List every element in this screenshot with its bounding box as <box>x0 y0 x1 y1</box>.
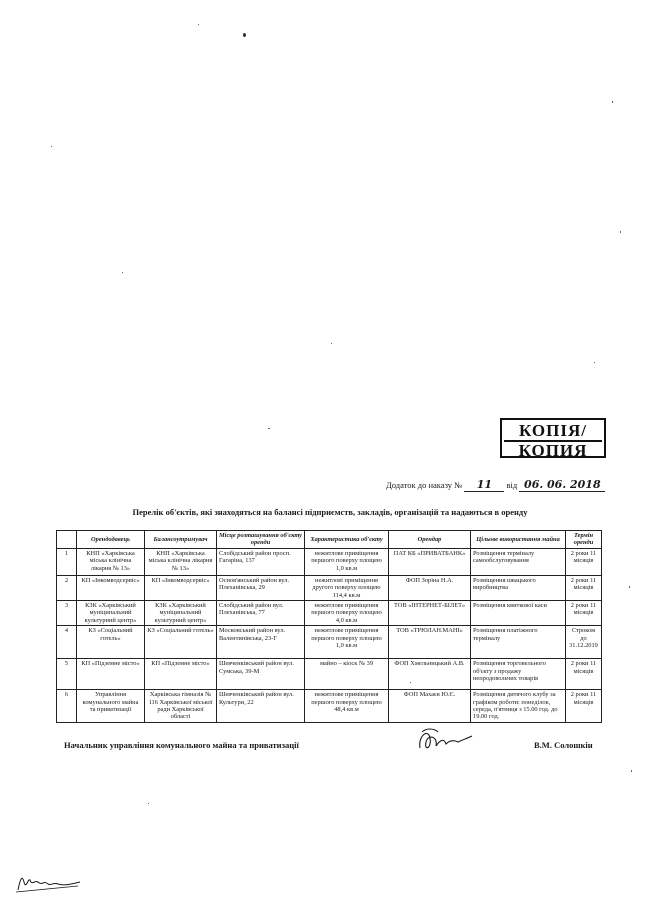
table-row <box>57 690 602 723</box>
table-cell: Слобідський район вул. Плеханівська, 77 <box>217 601 305 626</box>
table-cell: ФОП Хмельницький А.В. <box>389 659 471 690</box>
table-cell: КП «Інкомводсервіс» <box>77 575 145 600</box>
signatory-title: Начальник управління комунального майна та приватизації <box>64 740 299 750</box>
table-header-row <box>57 531 602 549</box>
scan-speck <box>51 146 52 147</box>
date-prefix: від <box>506 480 518 490</box>
table-row <box>57 626 602 659</box>
table-cell: нежитлове приміщення першого поверху площею 4,0 кв.м <box>305 601 389 626</box>
stamp-line-1: КОПІЯ/ <box>519 421 587 440</box>
table-cell: Слобідський район просп. Гагаріна, 137 <box>217 548 305 575</box>
scan-speck <box>268 428 270 429</box>
table-cell: КНП «Харківська міська клінічна лікарня № 13» <box>77 548 145 575</box>
table-row <box>57 575 602 600</box>
order-date: 06. 06. 2018 <box>519 478 605 492</box>
header-cell: Балансоутримувач <box>145 531 217 549</box>
scan-speck <box>331 343 332 344</box>
table-cell: КЗК «Харківський муніципальний культурний центр» <box>145 601 217 626</box>
header-cell: Характеристика об'єкту <box>305 531 389 549</box>
header-cell <box>57 531 77 549</box>
table-cell: КНП «Харківська міська клінічна лікарня № 13» <box>145 548 217 575</box>
scan-speck <box>620 231 621 233</box>
table-cell: нежитлове приміщення першого поверху площею 1,0 кв.м <box>305 626 389 659</box>
header-cell: Місце розташування об'єкту оренди <box>217 531 305 549</box>
addendum-reference <box>386 478 606 494</box>
table-row <box>57 659 602 690</box>
order-number: 11 <box>464 478 504 492</box>
table-cell: Шевченківський район вул. Сумська, 39-М <box>217 659 305 690</box>
scan-speck <box>594 362 595 363</box>
table-cell: КЗ «Соціальний готель» <box>145 626 217 659</box>
table-cell: Харківська гімназія № 116 Харківської міської ради Харківської області <box>145 690 217 723</box>
table-cell: ТОВ «ТРЮЛАН.МАНІ» <box>389 626 471 659</box>
table-cell: Розміщення квиткової каси <box>471 601 566 626</box>
addendum-prefix: Додаток до наказу № <box>386 480 463 490</box>
objects-table <box>56 530 602 723</box>
table-cell: ФОП Махаєв Ю.Є. <box>389 690 471 723</box>
table-cell: 2 роки 11 місяців <box>566 659 602 690</box>
header-cell: Орендодавець <box>77 531 145 549</box>
table-cell: Розміщення швацького виробництва <box>471 575 566 600</box>
table-cell: Московський район вул. Валентинівська, 23-Г <box>217 626 305 659</box>
table-cell: Розміщення терміналу самообслуговування <box>471 548 566 575</box>
table-cell: 2 <box>57 575 77 600</box>
handwritten-signature <box>414 726 474 758</box>
signatory-name: В.М. Солошкін <box>534 740 593 750</box>
table-cell: 4 <box>57 626 77 659</box>
header-cell: Орендар <box>389 531 471 549</box>
table-cell: Управління комунального майна та приватизації <box>77 690 145 723</box>
table-cell: ПАТ КБ «ПРИВАТБАНК» <box>389 548 471 575</box>
table-cell: майно – кіоск № 39 <box>305 659 389 690</box>
table-cell: КП «Підземне місто» <box>77 659 145 690</box>
table-cell: Шевченківський район вул. Культури, 22 <box>217 690 305 723</box>
scan-speck <box>198 24 199 25</box>
handwritten-initials <box>14 872 84 894</box>
table-cell: КП «Інкомводсервіс» <box>145 575 217 600</box>
scan-speck <box>148 803 149 804</box>
table-cell: 2 роки 11 місяців <box>566 690 602 723</box>
table-cell: КЗК «Харківський муніципальний культурний центр» <box>77 601 145 626</box>
table-cell: Строком до 31.12.2019 <box>566 626 602 659</box>
table-row <box>57 601 602 626</box>
table-cell: 2 роки 11 місяців <box>566 575 602 600</box>
scan-speck <box>122 272 123 273</box>
document-title: Перелік об'єктів, які знаходяться на балансі підприємств, закладів, організацій та надаються в оренду <box>132 507 528 517</box>
scan-speck <box>631 770 632 772</box>
table-cell: КЗ «Соціальний готель» <box>77 626 145 659</box>
table-cell: ТОВ «ІНТЕРНЕТ-БІЛЕТ» <box>389 601 471 626</box>
table-cell: Основ'янський район вул. Плеханівська, 29 <box>217 575 305 600</box>
scan-speck <box>612 101 613 103</box>
table-cell: нежитлові приміщення другого поверху площею 114,4 кв.м <box>305 575 389 600</box>
stamp-line-2: КОПИЯ <box>504 440 602 460</box>
scan-speck <box>629 586 630 588</box>
table-cell: 1 <box>57 548 77 575</box>
header-cell: Термін оренди <box>566 531 602 549</box>
table-row <box>57 548 602 575</box>
table-cell: 6 <box>57 690 77 723</box>
copy-stamp <box>500 418 606 458</box>
table-cell: 5 <box>57 659 77 690</box>
table-cell: Розміщення торговельного об'єкту з продажу непродовольчих товарів <box>471 659 566 690</box>
table-cell: Розміщення дитячого клубу за графіком роботи: понеділок, середа, п'ятниця з 15.00 год. до 19.00 год. <box>471 690 566 723</box>
scan-speck <box>243 33 246 37</box>
table-cell: ФОП Зоріна Н.А. <box>389 575 471 600</box>
table-cell: нежитлове приміщення першого поверху площею 1,0 кв.м <box>305 548 389 575</box>
header-cell: Цільове використання майна <box>471 531 566 549</box>
signature-block <box>64 740 593 760</box>
table-cell: КП «Підземне місто» <box>145 659 217 690</box>
table-cell: нежитлове приміщення першого поверху площею 48,4 кв.м <box>305 690 389 723</box>
table-cell: 2 роки 11 місяців <box>566 601 602 626</box>
table-cell: 2 роки 11 місяців <box>566 548 602 575</box>
table-cell: Розміщення платіжного терміналу <box>471 626 566 659</box>
table-cell: 3 <box>57 601 77 626</box>
